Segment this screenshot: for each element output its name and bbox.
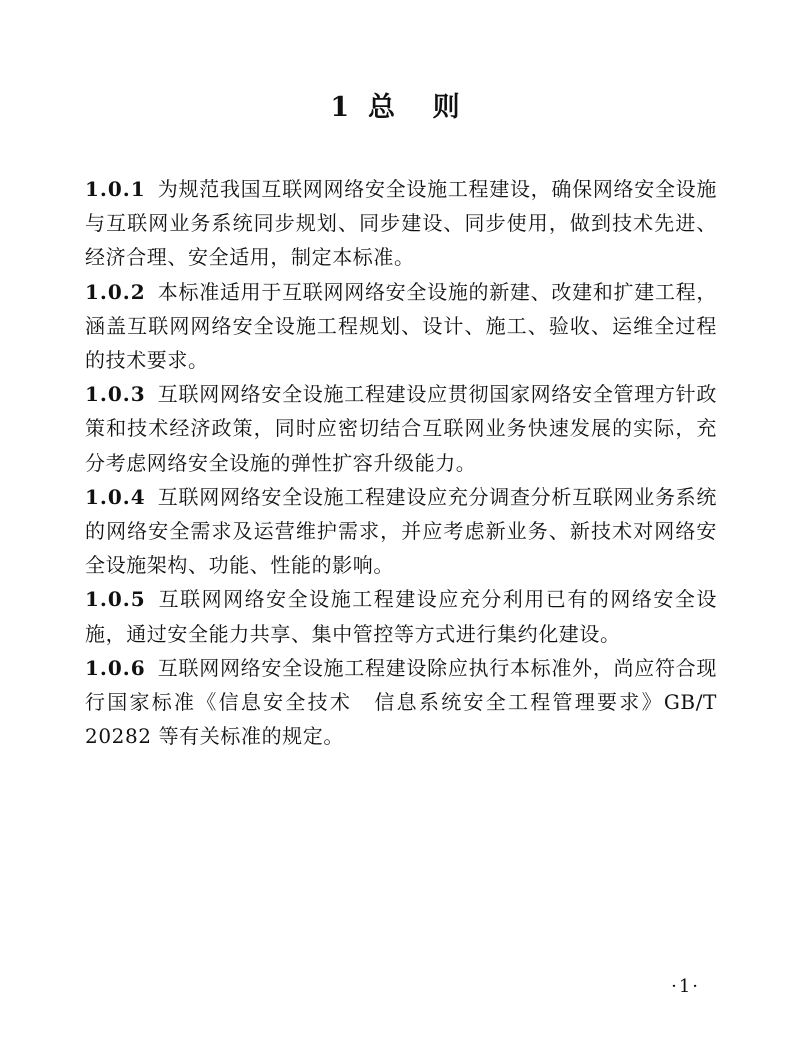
- clause-number: 1.0.4: [85, 484, 146, 509]
- clause-text: 互联网网络安全设施工程建设应充分调查分析互联网业务系统的网络安全需求及运营维护需求，并应考虑新业务、新技术对网络安全设施架构、功能、性能的影响。: [85, 484, 717, 578]
- clause-text: 为规范我国互联网网络安全设施工程建设，确保网络安全设施与互联网业务系统同步规划、同步建设、同步使用，做到技术先进、经济合理、安全适用，制定本标准。: [85, 177, 717, 270]
- clause-text: 本标准适用于互联网网络安全设施的新建、改建和扩建工程，涵盖互联网网络安全设施工程规划、设计、施工、验收、运维全过程的技术要求。: [85, 279, 717, 373]
- clause-text: 互联网网络安全设施工程建设除应执行本标准外，尚应符合现行国家标准《信息安全技术 信息系统安全工程管理要求》GB/T 20282 等有关标准的规定。: [85, 655, 717, 749]
- clause-text: 互联网网络安全设施工程建设应贯彻国家网络安全管理方针政策和技术经济政策，同时应密切结合互联网业务快速发展的实际，充分考虑网络安全设施的弹性扩容升级能力。: [85, 382, 717, 475]
- clause-number: 1.0.1: [85, 177, 146, 201]
- clause-number: 1.0.3: [85, 382, 146, 407]
- clause-1-0-3: [85, 377, 717, 480]
- clause-number: 1.0.5: [85, 587, 146, 612]
- clause-1-0-1: [85, 172, 717, 275]
- chapter-title: 1 总 则: [330, 92, 460, 124]
- clause-number: 1.0.6: [85, 655, 146, 680]
- clause-1-0-6: [85, 651, 717, 754]
- clause-text: 互联网网络安全设施工程建设应充分利用已有的网络安全设施，通过安全能力共享、集中管控等方式进行集约化建设。: [85, 587, 717, 646]
- clause-1-0-2: [85, 275, 717, 378]
- clause-list: [85, 172, 717, 753]
- clause-number: 1.0.2: [85, 279, 146, 304]
- clause-1-0-4: [85, 480, 717, 583]
- clause-1-0-5: [85, 582, 717, 650]
- page-number: ·1·: [671, 976, 700, 997]
